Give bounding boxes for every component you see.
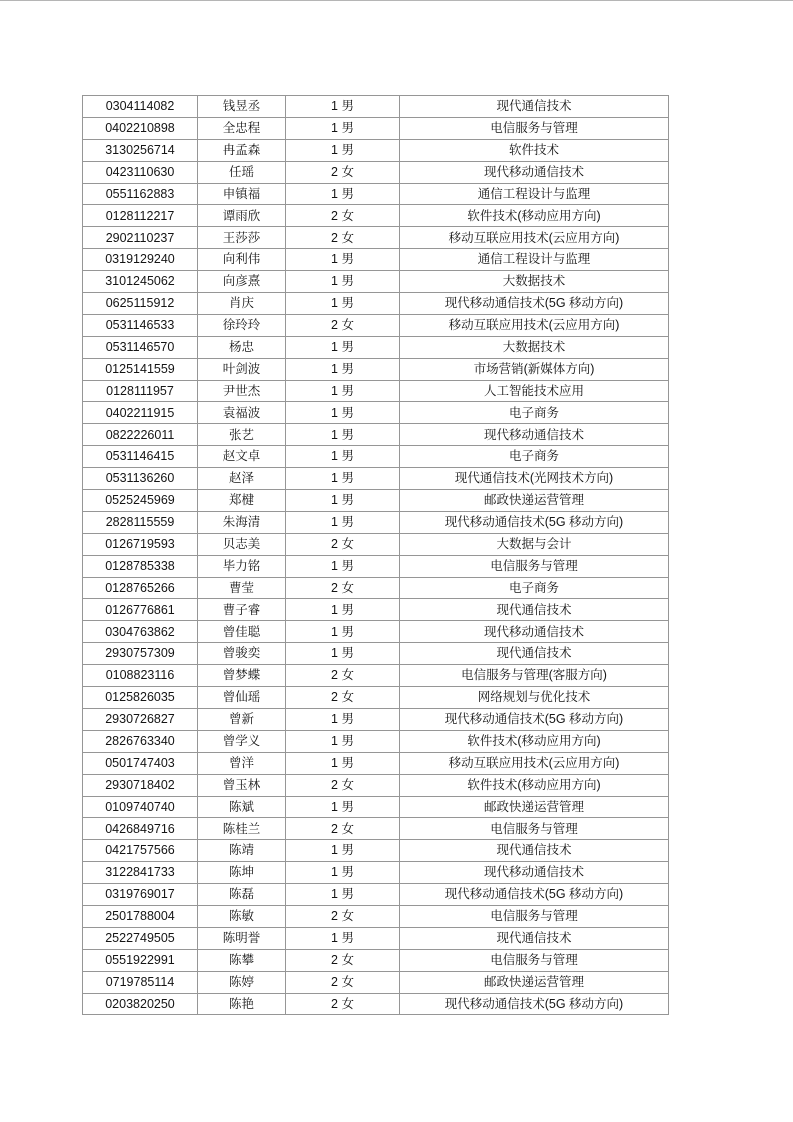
student-id-cell: 0426849716 [83, 818, 198, 840]
table-row [83, 293, 669, 315]
major-cell: 现代移动通信技术(5G 移动方向) [400, 708, 669, 730]
student-id-cell: 2828115559 [83, 511, 198, 533]
table-row [83, 314, 669, 336]
table-row [83, 730, 669, 752]
gender-cell: 2 女 [286, 818, 400, 840]
gender-cell: 1 男 [286, 796, 400, 818]
student-name-cell: 曾玉林 [198, 774, 286, 796]
student-id-cell: 3101245062 [83, 271, 198, 293]
student-id-cell: 0501747403 [83, 752, 198, 774]
major-cell: 通信工程设计与监理 [400, 183, 669, 205]
major-cell: 人工智能技术应用 [400, 380, 669, 402]
student-name-cell: 申镇福 [198, 183, 286, 205]
student-name-cell: 冉孟森 [198, 139, 286, 161]
major-cell: 现代通信技术 [400, 599, 669, 621]
student-name-cell: 曾梦蝶 [198, 665, 286, 687]
major-cell: 电子商务 [400, 577, 669, 599]
student-name-cell: 陈婷 [198, 971, 286, 993]
student-name-cell: 向利伟 [198, 249, 286, 271]
major-cell: 电子商务 [400, 446, 669, 468]
student-id-cell: 2902110237 [83, 227, 198, 249]
major-cell: 电信服务与管理 [400, 949, 669, 971]
gender-cell: 2 女 [286, 314, 400, 336]
gender-cell: 1 男 [286, 183, 400, 205]
student-name-cell: 陈敏 [198, 905, 286, 927]
table-row [83, 971, 669, 993]
table-row [83, 884, 669, 906]
table-row [83, 336, 669, 358]
gender-cell: 1 男 [286, 599, 400, 621]
gender-cell: 2 女 [286, 905, 400, 927]
gender-cell: 1 男 [286, 468, 400, 490]
table-row [83, 271, 669, 293]
table-row [83, 774, 669, 796]
gender-cell: 2 女 [286, 665, 400, 687]
student-id-cell: 0551922991 [83, 949, 198, 971]
student-name-cell: 曾骏奕 [198, 643, 286, 665]
gender-cell: 2 女 [286, 687, 400, 709]
student-id-cell: 0126719593 [83, 533, 198, 555]
page-top-edge [0, 0, 793, 1]
student-id-cell: 0128111957 [83, 380, 198, 402]
student-id-cell: 0719785114 [83, 971, 198, 993]
gender-cell: 1 男 [286, 249, 400, 271]
student-name-cell: 曾仙瑶 [198, 687, 286, 709]
student-id-cell: 0423110630 [83, 161, 198, 183]
student-id-cell: 2930726827 [83, 708, 198, 730]
student-id-cell: 2826763340 [83, 730, 198, 752]
major-cell: 电信服务与管理 [400, 555, 669, 577]
major-cell: 网络规划与优化技术 [400, 687, 669, 709]
major-cell: 电信服务与管理 [400, 905, 669, 927]
major-cell: 邮政快递运营管理 [400, 796, 669, 818]
major-cell: 邮政快递运营管理 [400, 490, 669, 512]
student-name-cell: 张艺 [198, 424, 286, 446]
student-id-cell: 0525245969 [83, 490, 198, 512]
gender-cell: 1 男 [286, 708, 400, 730]
student-name-cell: 曾学义 [198, 730, 286, 752]
student-name-cell: 陈桂兰 [198, 818, 286, 840]
student-id-cell: 0203820250 [83, 993, 198, 1015]
gender-cell: 1 男 [286, 621, 400, 643]
student-id-cell: 0128765266 [83, 577, 198, 599]
major-cell: 现代移动通信技术(5G 移动方向) [400, 293, 669, 315]
table-row [83, 183, 669, 205]
student-name-cell: 陈明誉 [198, 927, 286, 949]
table-row [83, 380, 669, 402]
student-name-cell: 陈坤 [198, 862, 286, 884]
student-name-cell: 曹子睿 [198, 599, 286, 621]
student-name-cell: 叶剑波 [198, 358, 286, 380]
student-id-cell: 0109740740 [83, 796, 198, 818]
student-id-cell: 0319769017 [83, 884, 198, 906]
student-roster-table [82, 95, 669, 1015]
student-name-cell: 杨忠 [198, 336, 286, 358]
student-name-cell: 曾新 [198, 708, 286, 730]
major-cell: 移动互联应用技术(云应用方向) [400, 227, 669, 249]
student-name-cell: 尹世杰 [198, 380, 286, 402]
gender-cell: 2 女 [286, 971, 400, 993]
gender-cell: 1 男 [286, 730, 400, 752]
gender-cell: 1 男 [286, 555, 400, 577]
student-name-cell: 朱海清 [198, 511, 286, 533]
student-id-cell: 0625115912 [83, 293, 198, 315]
table-row [83, 205, 669, 227]
student-id-cell: 0304763862 [83, 621, 198, 643]
student-name-cell: 陈攀 [198, 949, 286, 971]
table-row [83, 665, 669, 687]
gender-cell: 1 男 [286, 927, 400, 949]
student-name-cell: 袁福波 [198, 402, 286, 424]
major-cell: 移动互联应用技术(云应用方向) [400, 752, 669, 774]
table-row [83, 752, 669, 774]
gender-cell: 1 男 [286, 96, 400, 118]
student-id-cell: 0319129240 [83, 249, 198, 271]
student-name-cell: 徐玲玲 [198, 314, 286, 336]
table-row [83, 643, 669, 665]
student-id-cell: 0125141559 [83, 358, 198, 380]
table-row [83, 796, 669, 818]
table-row [83, 993, 669, 1015]
gender-cell: 1 男 [286, 424, 400, 446]
student-id-cell: 0128112217 [83, 205, 198, 227]
table-row [83, 490, 669, 512]
major-cell: 软件技术(移动应用方向) [400, 205, 669, 227]
table-row [83, 96, 669, 118]
gender-cell: 2 女 [286, 774, 400, 796]
table-row [83, 424, 669, 446]
student-name-cell: 郑楗 [198, 490, 286, 512]
table-row [83, 840, 669, 862]
major-cell: 现代通信技术 [400, 840, 669, 862]
major-cell: 电信服务与管理 [400, 117, 669, 139]
major-cell: 现代通信技术 [400, 643, 669, 665]
gender-cell: 2 女 [286, 577, 400, 599]
table-row [83, 949, 669, 971]
major-cell: 现代通信技术 [400, 96, 669, 118]
gender-cell: 1 男 [286, 862, 400, 884]
major-cell: 邮政快递运营管理 [400, 971, 669, 993]
table-row [83, 599, 669, 621]
gender-cell: 1 男 [286, 446, 400, 468]
student-id-cell: 0125826035 [83, 687, 198, 709]
gender-cell: 1 男 [286, 139, 400, 161]
gender-cell: 1 男 [286, 117, 400, 139]
gender-cell: 1 男 [286, 380, 400, 402]
student-name-cell: 贝志美 [198, 533, 286, 555]
gender-cell: 1 男 [286, 336, 400, 358]
table-row [83, 468, 669, 490]
table-row [83, 687, 669, 709]
major-cell: 移动互联应用技术(云应用方向) [400, 314, 669, 336]
student-name-cell: 曾洋 [198, 752, 286, 774]
table-row [83, 818, 669, 840]
student-name-cell: 陈磊 [198, 884, 286, 906]
gender-cell: 2 女 [286, 993, 400, 1015]
major-cell: 现代通信技术 [400, 927, 669, 949]
student-id-cell: 3122841733 [83, 862, 198, 884]
table-row [83, 227, 669, 249]
gender-cell: 1 男 [286, 293, 400, 315]
student-name-cell: 任瑶 [198, 161, 286, 183]
gender-cell: 1 男 [286, 490, 400, 512]
major-cell: 现代移动通信技术(5G 移动方向) [400, 884, 669, 906]
major-cell: 软件技术(移动应用方向) [400, 730, 669, 752]
student-id-cell: 0531146415 [83, 446, 198, 468]
gender-cell: 1 男 [286, 511, 400, 533]
student-name-cell: 谭雨欣 [198, 205, 286, 227]
gender-cell: 2 女 [286, 533, 400, 555]
student-id-cell: 0108823116 [83, 665, 198, 687]
table-row [83, 862, 669, 884]
student-id-cell: 2522749505 [83, 927, 198, 949]
student-name-cell: 赵文卓 [198, 446, 286, 468]
table-row [83, 117, 669, 139]
major-cell: 电信服务与管理 [400, 818, 669, 840]
student-name-cell: 钱昱丞 [198, 96, 286, 118]
student-name-cell: 陈艳 [198, 993, 286, 1015]
student-name-cell: 陈斌 [198, 796, 286, 818]
student-name-cell: 曹莹 [198, 577, 286, 599]
table-row [83, 511, 669, 533]
student-id-cell: 0304114082 [83, 96, 198, 118]
major-cell: 软件技术 [400, 139, 669, 161]
table-row [83, 358, 669, 380]
student-id-cell: 3130256714 [83, 139, 198, 161]
student-id-cell: 0126776861 [83, 599, 198, 621]
student-id-cell: 0531146570 [83, 336, 198, 358]
table-row [83, 402, 669, 424]
student-id-cell: 0128785338 [83, 555, 198, 577]
table-row [83, 446, 669, 468]
major-cell: 现代移动通信技术 [400, 621, 669, 643]
student-id-cell: 0531136260 [83, 468, 198, 490]
student-name-cell: 曾佳聪 [198, 621, 286, 643]
major-cell: 市场营销(新媒体方向) [400, 358, 669, 380]
table-body [83, 96, 669, 1015]
table-row [83, 708, 669, 730]
student-id-cell: 0402211915 [83, 402, 198, 424]
major-cell: 现代移动通信技术(5G 移动方向) [400, 511, 669, 533]
table-row [83, 555, 669, 577]
gender-cell: 2 女 [286, 205, 400, 227]
gender-cell: 1 男 [286, 358, 400, 380]
table-row [83, 139, 669, 161]
major-cell: 现代通信技术(光网技术方向) [400, 468, 669, 490]
table-row [83, 533, 669, 555]
student-id-cell: 2930718402 [83, 774, 198, 796]
major-cell: 电子商务 [400, 402, 669, 424]
gender-cell: 2 女 [286, 949, 400, 971]
student-id-cell: 0421757566 [83, 840, 198, 862]
student-name-cell: 赵泽 [198, 468, 286, 490]
major-cell: 电信服务与管理(客服方向) [400, 665, 669, 687]
gender-cell: 1 男 [286, 402, 400, 424]
gender-cell: 1 男 [286, 271, 400, 293]
student-name-cell: 陈靖 [198, 840, 286, 862]
major-cell: 现代移动通信技术 [400, 424, 669, 446]
student-id-cell: 0531146533 [83, 314, 198, 336]
major-cell: 现代移动通信技术 [400, 161, 669, 183]
gender-cell: 2 女 [286, 227, 400, 249]
major-cell: 大数据与会计 [400, 533, 669, 555]
major-cell: 软件技术(移动应用方向) [400, 774, 669, 796]
table-row [83, 161, 669, 183]
major-cell: 现代移动通信技术(5G 移动方向) [400, 993, 669, 1015]
table-row [83, 905, 669, 927]
student-name-cell: 全忠程 [198, 117, 286, 139]
major-cell: 通信工程设计与监理 [400, 249, 669, 271]
student-name-cell: 向彦熹 [198, 271, 286, 293]
student-id-cell: 0402210898 [83, 117, 198, 139]
table-row [83, 621, 669, 643]
student-id-cell: 0822226011 [83, 424, 198, 446]
student-name-cell: 肖庆 [198, 293, 286, 315]
major-cell: 大数据技术 [400, 336, 669, 358]
gender-cell: 1 男 [286, 643, 400, 665]
gender-cell: 1 男 [286, 752, 400, 774]
student-id-cell: 0551162883 [83, 183, 198, 205]
student-name-cell: 毕力铭 [198, 555, 286, 577]
student-name-cell: 王莎莎 [198, 227, 286, 249]
gender-cell: 1 男 [286, 884, 400, 906]
major-cell: 大数据技术 [400, 271, 669, 293]
major-cell: 现代移动通信技术 [400, 862, 669, 884]
student-id-cell: 2930757309 [83, 643, 198, 665]
gender-cell: 2 女 [286, 161, 400, 183]
table-row [83, 577, 669, 599]
student-id-cell: 2501788004 [83, 905, 198, 927]
table-row [83, 249, 669, 271]
gender-cell: 1 男 [286, 840, 400, 862]
table-row [83, 927, 669, 949]
